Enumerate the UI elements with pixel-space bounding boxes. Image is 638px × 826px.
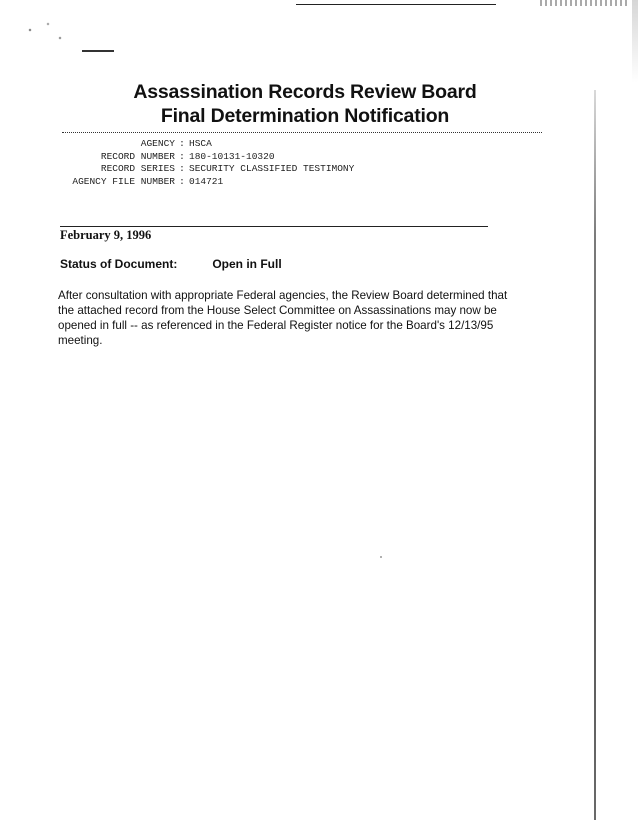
field-label: RECORD SERIES bbox=[100, 163, 175, 174]
field-label: RECORD NUMBER bbox=[100, 150, 175, 162]
document-status bbox=[60, 257, 282, 271]
solid-divider bbox=[60, 226, 488, 227]
status-label: Status of Document: bbox=[60, 257, 178, 271]
body-line: After consultation with appropriate Federal agencies, the Review Board determined that bbox=[58, 289, 508, 302]
field-separator: : bbox=[179, 163, 185, 174]
scan-artifact-speck bbox=[380, 556, 382, 558]
field-value: SECURITY CLASSIFIED TESTIMONY bbox=[189, 163, 355, 174]
body-line: meeting. bbox=[58, 334, 103, 347]
field-separator: : bbox=[179, 150, 185, 162]
field-label: AGENCY bbox=[140, 138, 175, 149]
scan-artifact-right-edge bbox=[594, 90, 596, 820]
field-value: 014721 bbox=[189, 175, 224, 187]
field-row-agency bbox=[50, 138, 354, 151]
field-value: HSCA bbox=[189, 138, 212, 149]
scan-artifact-top-noise bbox=[540, 0, 630, 6]
body-line: the attached record from the House Select Committee on Assassinations may now be bbox=[58, 304, 497, 317]
field-separator: : bbox=[179, 175, 185, 187]
status-value: Open in Full bbox=[212, 257, 282, 271]
document-date: February 9, 1996 bbox=[60, 228, 152, 242]
scan-artifact-dots bbox=[20, 20, 80, 50]
field-row-agency-file-number bbox=[50, 176, 354, 189]
scan-artifact-mark bbox=[82, 50, 114, 52]
field-row-record-series bbox=[50, 163, 354, 176]
record-fields bbox=[50, 138, 354, 188]
document-title bbox=[0, 80, 610, 128]
body-paragraph bbox=[58, 288, 556, 348]
field-separator: : bbox=[179, 138, 185, 149]
scan-artifact-page-edge bbox=[632, 0, 638, 826]
field-row-record-number bbox=[50, 151, 354, 164]
title-line-1: Assassination Records Review Board bbox=[133, 81, 477, 103]
field-value: 180-10131-10320 bbox=[189, 150, 275, 162]
scan-artifact-top-line bbox=[296, 4, 496, 5]
field-label: AGENCY FILE NUMBER bbox=[72, 175, 175, 187]
dotted-divider bbox=[62, 132, 542, 133]
body-line: opened in full -- as referenced in the Federal Register notice for the Board's 12/13/95 bbox=[58, 319, 494, 332]
title-line-2: Final Determination Notification bbox=[160, 105, 450, 127]
